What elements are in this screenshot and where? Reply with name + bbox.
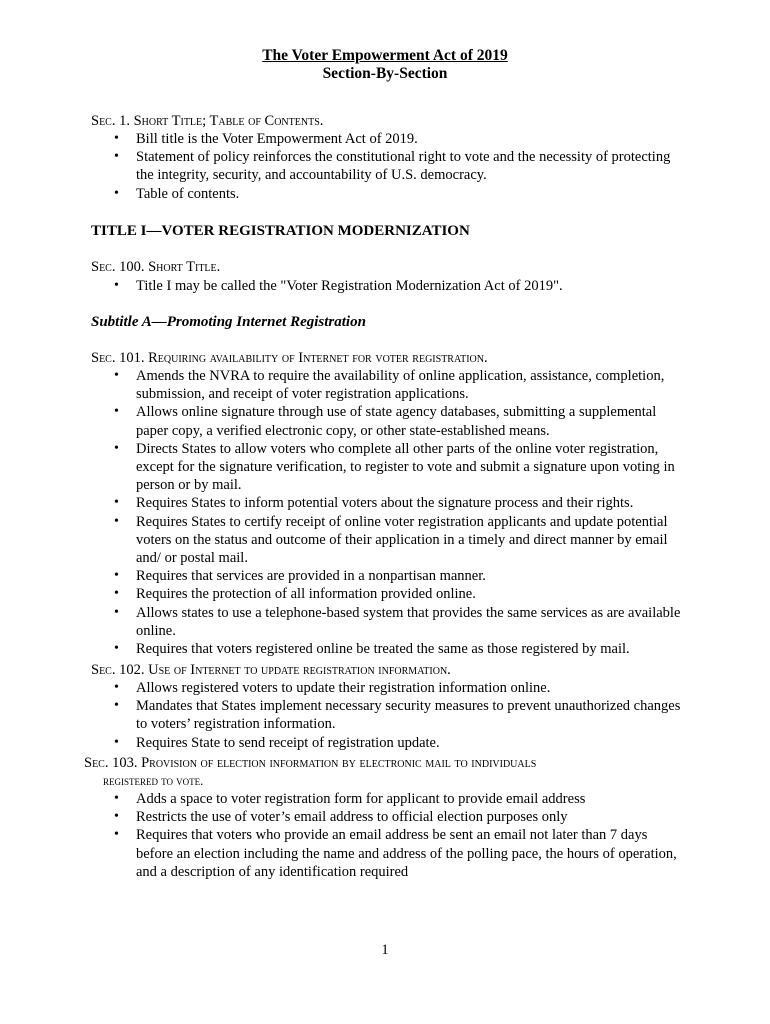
list-item: • Requires States to certify receipt of online voter registration applicants and update potential voters on the status and outcome of their application in a timely and direct manner by email and/ or postal mail.	[114, 513, 684, 568]
list-item: • Amends the NVRA to require the availability of online application, assistance, completion, submission, and receipt of voter registration applications.	[114, 367, 684, 403]
list-item: • Title I may be called the "Voter Registration Modernization Act of 2019".	[114, 277, 684, 295]
page-number: 1	[381, 942, 389, 958]
sec103-bullets	[114, 790, 684, 881]
list-item: • Requires that voters registered online be treated the same as those registered by mail.	[114, 640, 684, 658]
list-item: • Requires States to inform potential voters about the signature process and their rights.	[114, 494, 684, 512]
sec1-bullets	[114, 130, 684, 203]
sec102-bullets	[114, 679, 684, 752]
document-title: The Voter Empowerment Act of 2019	[262, 47, 508, 64]
list-item: • Adds a space to voter registration form for applicant to provide email address	[114, 790, 684, 808]
sec103-heading: Sec. 103. Provision of election information by electronic mail to individuals	[84, 755, 537, 771]
list-item: • Requires that services are provided in a nonpartisan manner.	[114, 567, 684, 585]
list-item: • Requires that voters who provide an email address be sent an email not later than 7 days before an election including the name and address of the polling pace, the hours of operation, and a description of any identification required	[114, 826, 684, 881]
list-item: • Requires State to send receipt of registration update.	[114, 734, 684, 752]
list-item: • Allows registered voters to update their registration information online.	[114, 679, 684, 697]
sec1-heading: Sec. 1. Short Title; Table of Contents.	[91, 113, 324, 129]
list-item: • Mandates that States implement necessary security measures to prevent unauthorized changes to voters’ registration information.	[114, 697, 684, 733]
sec100-heading: Sec. 100. Short Title.	[91, 259, 221, 275]
document-subtitle: Section-By-Section	[322, 65, 448, 82]
list-item: • Allows online signature through use of state agency databases, submitting a supplemental paper copy, a verified electronic copy, or other state-established means.	[114, 403, 684, 439]
document-title-block	[0, 47, 770, 83]
sec101-bullets	[114, 367, 684, 658]
list-item: • Requires the protection of all information provided online.	[114, 585, 684, 603]
sec100-bullets	[114, 277, 684, 295]
list-item: • Table of contents.	[114, 185, 684, 203]
sec102-heading: Sec. 102. Use of Internet to update registration information.	[91, 662, 451, 678]
list-item: • Bill title is the Voter Empowerment Act of 2019.	[114, 130, 684, 148]
list-item: • Directs States to allow voters who complete all other parts of the online voter registration, except for the signature verification, to register to vote and submit a signature upon voting in person or by mail.	[114, 440, 684, 495]
list-item: • Allows states to use a telephone-based system that provides the same services as are available online.	[114, 604, 684, 640]
sec101-heading: Sec. 101. Requiring availability of Internet for voter registration.	[91, 350, 488, 366]
title1-heading: TITLE I—VOTER REGISTRATION MODERNIZATION	[91, 223, 470, 239]
subtitle-a-heading: Subtitle A—Promoting Internet Registration	[91, 314, 366, 330]
list-item: • Restricts the use of voter’s email address to official election purposes only	[114, 808, 684, 826]
sec103-heading-cont: registered to vote.	[103, 774, 204, 788]
list-item: • Statement of policy reinforces the constitutional right to vote and the necessity of protecting the integrity, security, and accountability of U.S. democracy.	[114, 148, 684, 184]
